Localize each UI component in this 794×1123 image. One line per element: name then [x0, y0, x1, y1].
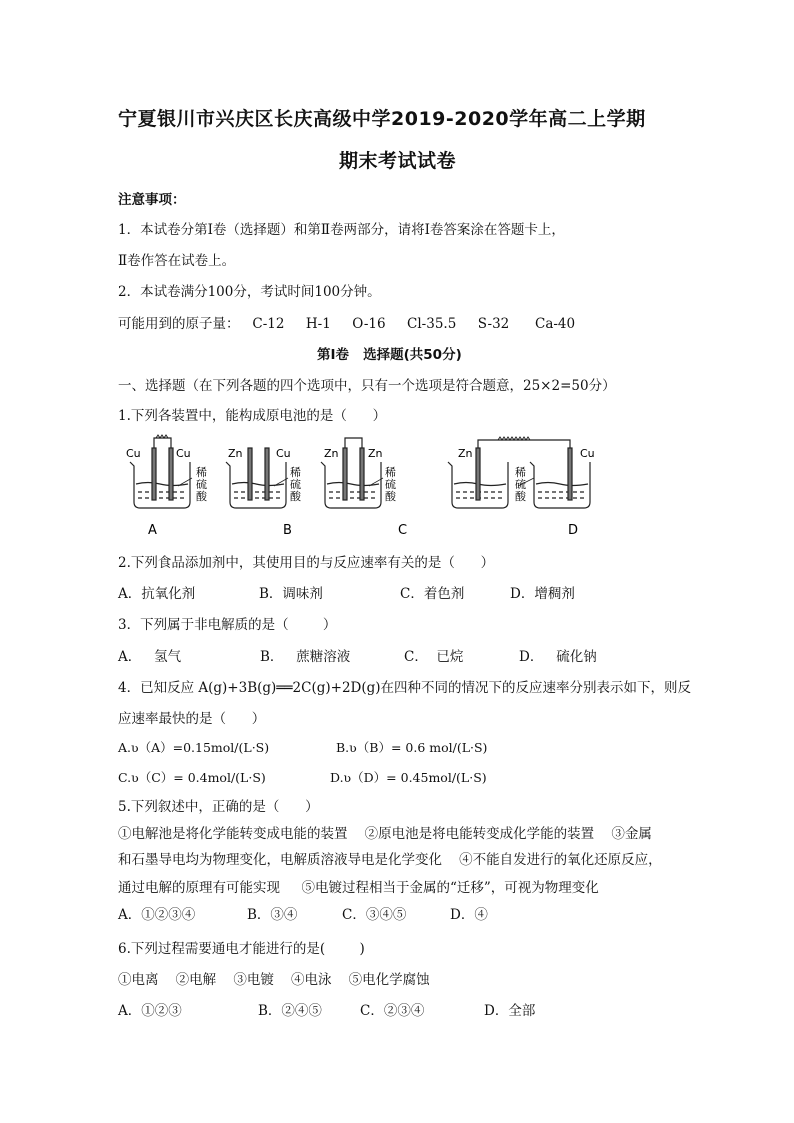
q1-figure — [118, 432, 618, 542]
q6-option-d: D．全部 — [484, 1003, 536, 1019]
q4-option-a: A.ʋ（A）=0.15mol/(L·S) — [118, 740, 270, 755]
atomic-masses: 可能用到的原子量： C-12 H-1 O-16 Cl-35.5 S-32 Ca-40 — [118, 316, 576, 332]
a-solution-label-3: 酸 — [196, 490, 207, 503]
d-option-label: D — [568, 523, 579, 538]
q5-option-c: C．③④⑤ — [342, 907, 407, 923]
notes-heading: 注意事项： — [118, 192, 186, 208]
c-left-electrode-label: Zn — [324, 447, 339, 460]
notes-item-1-cont: Ⅱ卷作答在试卷上。 — [118, 253, 236, 269]
b-option-label: B — [283, 523, 292, 538]
q3-option-c: C． 已烷 — [404, 649, 464, 665]
question-6-items: ①电离 ②电解 ③电镀 ④电泳 ⑤电化学腐蚀 — [118, 972, 430, 988]
q4-option-d: D.ʋ（D）= 0.45mol/(L·S) — [330, 770, 487, 785]
b-solution-label-3: 酸 — [290, 490, 301, 503]
q5-option-b: B．③④ — [247, 907, 298, 923]
q5-option-d: D．④ — [450, 907, 488, 923]
d-solution-label-3: 酸 — [515, 490, 526, 503]
question-6-stem: 6.下列过程需要通电才能进行的是( ) — [118, 941, 365, 957]
a-right-electrode-label: Cu — [176, 447, 191, 460]
q2-option-c: C．着色剂 — [400, 586, 465, 602]
d-solution-label-2: 硫 — [515, 478, 526, 491]
question-2-stem: 2.下列食品添加剂中，其使用目的与反应速率有关的是（ ） — [118, 555, 495, 571]
a-solution-label-1: 稀 — [196, 466, 207, 479]
q5-option-a: A．①②③④ — [118, 907, 196, 923]
exam-title-line2: 期末考试试卷 — [339, 150, 457, 172]
question-3-stem: 3．下列属于非电解质的是（ ） — [118, 617, 337, 633]
b-solution-label-2: 硫 — [290, 478, 301, 491]
question-5-statements-line2: 和石墨导电均为物理变化，电解质溶液导电是化学变化 ④不能自发进行的氧化还原反应， — [118, 852, 662, 868]
section-heading: 第Ⅰ卷 选择题(共50分) — [317, 347, 462, 363]
c-option-label: C — [398, 523, 408, 538]
q2-option-d: D．增稠剂 — [510, 586, 575, 602]
d-left-electrode-label: Zn — [458, 447, 473, 460]
q3-option-b: B． 蔗糖溶液 — [260, 649, 351, 665]
b-right-electrode-label: Cu — [276, 447, 291, 460]
c-solution-label-2: 硫 — [385, 478, 396, 491]
question-5-statements-line1: ①电解池是将化学能转变成电能的装置 ②原电池是将电能转变成化学能的装置 ③金属 — [118, 826, 652, 842]
question-4-stem-line1: 4．已知反应 A(g)+3B(g)══2C(g)+2D(g)在四种不同的情况下的反应速率分别表示如下，则反 — [118, 680, 692, 696]
q6-option-a: A．①②③ — [118, 1003, 182, 1019]
a-left-electrode-label: Cu — [126, 447, 141, 460]
q6-option-b: B．②④⑤ — [258, 1003, 322, 1019]
c-solution-label-3: 酸 — [385, 490, 396, 503]
a-option-label: A — [148, 523, 157, 538]
q6-option-c: C．②③④ — [360, 1003, 425, 1019]
q4-option-c: C.ʋ（C）= 0.4mol/(L·S) — [118, 770, 266, 785]
notes-item-1: 1．本试卷分第Ⅰ卷（选择题）和第Ⅱ卷两部分，请将Ⅰ卷答案涂在答题卡上， — [118, 222, 565, 238]
question-5-statements-line3: 通过电解的原理有可能实现 ⑤电镀过程相当于金属的“迁移”，可视为物理变化 — [118, 880, 599, 896]
b-left-electrode-label: Zn — [228, 447, 243, 460]
c-solution-label-1: 稀 — [385, 466, 396, 479]
question-5-stem: 5.下列叙述中，正确的是（ ） — [118, 799, 319, 815]
d-right-electrode-label: Cu — [580, 447, 595, 460]
notes-item-2: 2．本试卷满分100分，考试时间100分钟。 — [118, 284, 381, 300]
q4-option-b: B.ʋ（B）= 0.6 mol/(L·S) — [336, 740, 488, 755]
b-solution-label-1: 稀 — [290, 466, 301, 479]
q3-option-a: A． 氢气 — [118, 649, 182, 665]
c-right-electrode-label: Zn — [368, 447, 383, 460]
question-1-stem: 1.下列各装置中，能构成原电池的是（ ） — [118, 408, 387, 424]
apparatus-a — [130, 435, 192, 508]
d-solution-label-1: 稀 — [515, 466, 526, 479]
exam-title-line1: 宁夏银川市兴庆区长庆高级中学2019-2020学年高二上学期 — [118, 108, 646, 130]
q2-option-a: A．抗氧化剂 — [118, 586, 196, 602]
a-solution-label-2: 硫 — [196, 478, 207, 491]
q3-option-d: D． 硫化钠 — [519, 649, 597, 665]
section-instruction: 一、选择题（在下列各题的四个选项中，只有一个选项是符合题意，25×2=50分） — [118, 378, 616, 394]
q2-option-b: B．调味剂 — [259, 586, 323, 602]
question-4-stem-line2: 应速率最快的是（ ） — [118, 711, 266, 727]
